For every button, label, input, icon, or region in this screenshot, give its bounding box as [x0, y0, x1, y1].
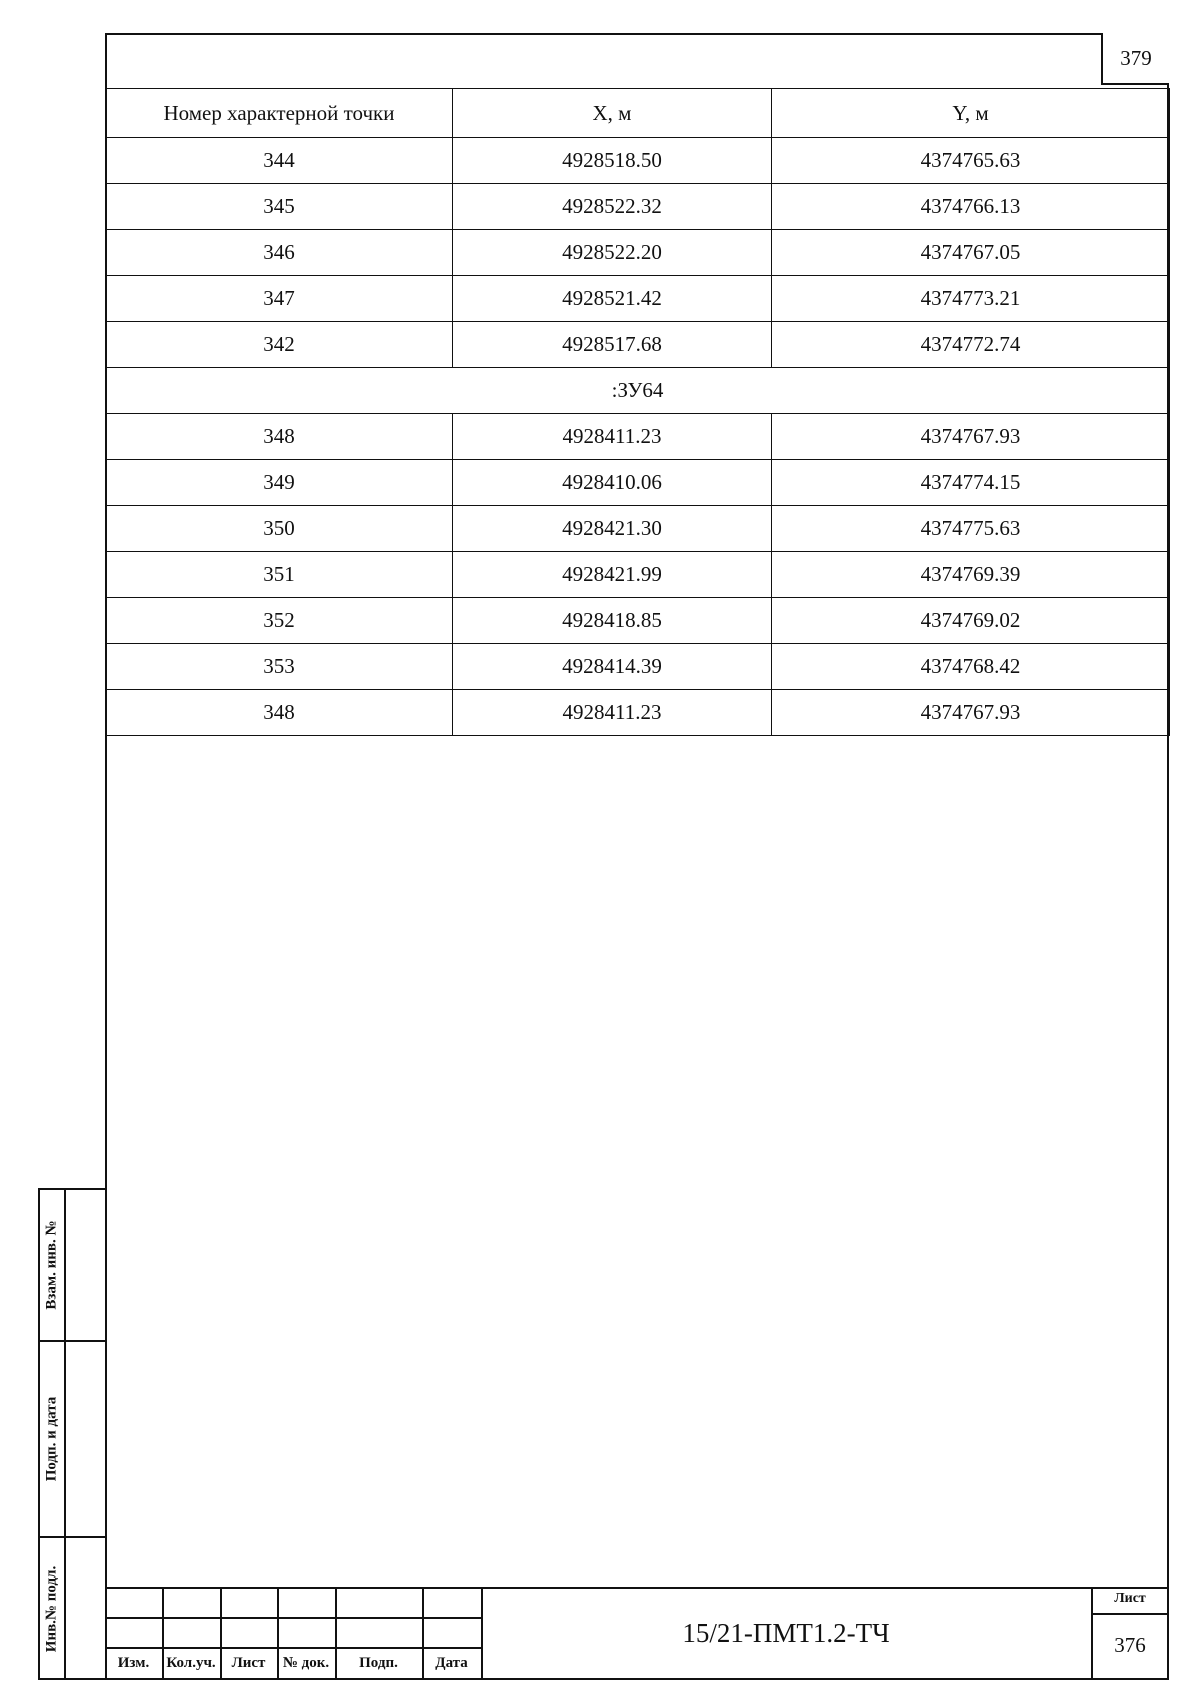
header-y: Y, м [772, 89, 1170, 138]
document-code: 15/21-ПМТ1.2-ТЧ [682, 1618, 890, 1648]
table-row [106, 460, 1170, 506]
side-label-podp: Подп. и дата [43, 1396, 60, 1482]
point-number-cell: 348 [106, 690, 453, 736]
x-cell: 4928421.30 [453, 506, 772, 552]
col-date: Дата [435, 1655, 468, 1671]
point-number-cell: 353 [106, 644, 453, 690]
x-cell: 4928522.20 [453, 230, 772, 276]
table-row [106, 276, 1170, 322]
col-list: Лист [231, 1655, 266, 1671]
x-cell: 4928411.23 [453, 414, 772, 460]
title-block [105, 1587, 1169, 1680]
col-podp: Подп. [359, 1655, 398, 1671]
point-number-cell: 344 [106, 138, 453, 184]
y-cell: 4374766.13 [772, 184, 1170, 230]
side-label-vzam: Взам. инв. № [43, 1220, 60, 1310]
table-row [106, 644, 1170, 690]
table-header-row [106, 89, 1170, 138]
sheet-number: 376 [1114, 1632, 1146, 1657]
point-number-cell: 342 [106, 322, 453, 368]
x-cell: 4928414.39 [453, 644, 772, 690]
y-cell: 4374765.63 [772, 138, 1170, 184]
y-cell: 4374769.39 [772, 552, 1170, 598]
point-number-cell: 349 [106, 460, 453, 506]
y-cell: 4374775.63 [772, 506, 1170, 552]
point-number-cell: 345 [106, 184, 453, 230]
x-cell: 4928518.50 [453, 138, 772, 184]
y-cell: 4374767.93 [772, 690, 1170, 736]
table-row [106, 414, 1170, 460]
x-cell: 4928421.99 [453, 552, 772, 598]
y-cell: 4374769.02 [772, 598, 1170, 644]
y-cell: 4374772.74 [772, 322, 1170, 368]
sheet-label: Лист [1114, 1591, 1146, 1606]
y-cell: 4374774.15 [772, 460, 1170, 506]
point-number-cell: 352 [106, 598, 453, 644]
x-cell: 4928517.68 [453, 322, 772, 368]
side-cell-inv [40, 1538, 107, 1680]
x-cell: 4928522.32 [453, 184, 772, 230]
side-stamp [38, 1188, 105, 1680]
group-row [106, 368, 1170, 414]
point-number-cell: 346 [106, 230, 453, 276]
col-izm: Изм. [117, 1655, 150, 1671]
table-row [106, 506, 1170, 552]
y-cell: 4374767.05 [772, 230, 1170, 276]
x-cell: 4928418.85 [453, 598, 772, 644]
table-row [106, 690, 1170, 736]
coordinates-table [105, 88, 1170, 736]
y-cell: 4374768.42 [772, 644, 1170, 690]
side-cell-podp [40, 1342, 107, 1538]
group-label: :ЗУ64 [106, 368, 1170, 414]
table-row [106, 552, 1170, 598]
x-cell: 4928521.42 [453, 276, 772, 322]
y-cell: 4374767.93 [772, 414, 1170, 460]
col-doc-no: № док. [282, 1655, 330, 1671]
x-cell: 4928411.23 [453, 690, 772, 736]
point-number-cell: 350 [106, 506, 453, 552]
header-point-number: Номер характерной точки [106, 89, 453, 138]
side-cell-vzam [40, 1190, 107, 1342]
point-number-cell: 351 [106, 552, 453, 598]
header-x: X, м [453, 89, 772, 138]
point-number-cell: 347 [106, 276, 453, 322]
col-kol-uch: Кол.уч. [166, 1655, 216, 1671]
table-row [106, 184, 1170, 230]
table-row [106, 322, 1170, 368]
table-row [106, 138, 1170, 184]
page-number: 379 [1101, 33, 1169, 85]
point-number-cell: 348 [106, 414, 453, 460]
table-row [106, 598, 1170, 644]
y-cell: 4374773.21 [772, 276, 1170, 322]
table-row [106, 230, 1170, 276]
side-label-inv: Инв.№ подл. [43, 1565, 60, 1653]
x-cell: 4928410.06 [453, 460, 772, 506]
